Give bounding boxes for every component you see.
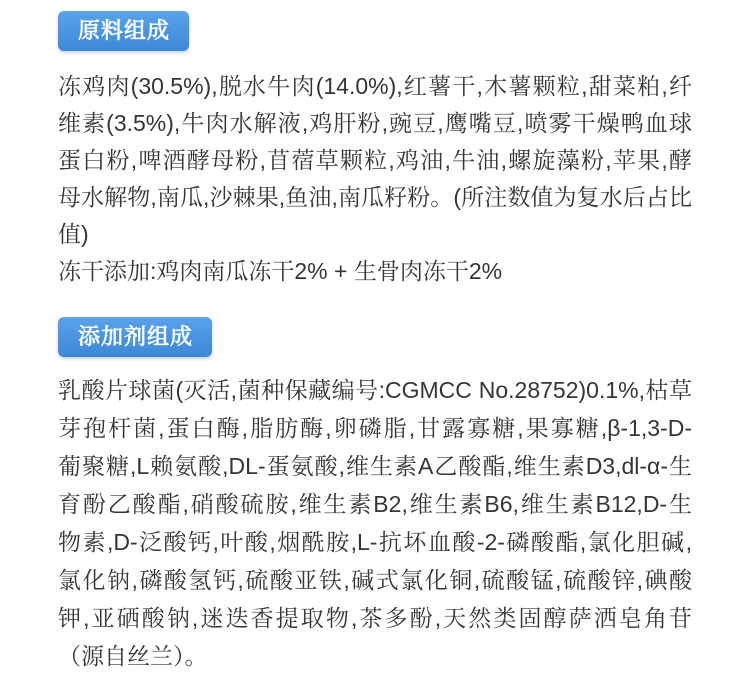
additives-line: 育酚乙酸酯,硝酸硫胺,维生素B2,维生素B6,维生素B12,D-生: [58, 491, 692, 517]
ingredients-line: 维素(3.5%),牛肉水解液,鸡肝粉,豌豆,鹰嘴豆,喷雾干燥鸭血球: [58, 110, 692, 136]
ingredients-section-badge: [58, 11, 189, 51]
additives-line: 物素,D-泛酸钙,叶酸,烟酰胺,L-抗坏血酸-2-磷酸酯,氯化胆碱,: [58, 529, 692, 555]
additives-line: 乳酸片球菌(灭活,菌种保藏编号:CGMCC No.28752)0.1%,枯草: [58, 377, 692, 403]
ingredients-text: [58, 68, 692, 290]
additives-line: 氯化钠,磷酸氢钙,硫酸亚铁,碱式氯化铜,硫酸锰,硫酸锌,碘酸: [58, 567, 692, 593]
ingredients-line: 值): [58, 221, 89, 247]
additives-line: 钾,亚硒酸钠,迷迭香提取物,茶多酚,天然类固醇萨洒皂角苷: [58, 605, 692, 631]
additives-line: 芽孢杆菌,蛋白酶,脂肪酶,卵磷脂,甘露寡糖,果寡糖,β-1,3-D-: [58, 415, 692, 441]
ingredients-line: 冻鸡肉(30.5%),脱水牛肉(14.0%),红薯干,木薯颗粒,甜菜粕,纤: [58, 73, 692, 99]
additives-line: 葡聚糖,L赖氨酸,DL-蛋氨酸,维生素A乙酸酯,维生素D3,dl-α-生: [58, 453, 692, 479]
ingredients-line: 母水解物,南瓜,沙棘果,鱼油,南瓜籽粉。(所注数值为复水后占比: [58, 184, 692, 210]
additives-section-title: 添加剂组成: [78, 324, 194, 349]
freeze-dried-note: 冻干添加:鸡肉南瓜冻干2% + 生骨肉冻干2%: [58, 258, 503, 284]
ingredients-line: 蛋白粉,啤酒酵母粉,苜蓿草颗粒,鸡油,牛油,螺旋藻粉,苹果,酵: [58, 147, 692, 173]
additives-section-badge: [58, 317, 212, 357]
additives-text: [58, 371, 692, 675]
additives-line: （源自丝兰）。: [58, 643, 208, 669]
ingredients-section-title: 原料组成: [78, 18, 171, 43]
